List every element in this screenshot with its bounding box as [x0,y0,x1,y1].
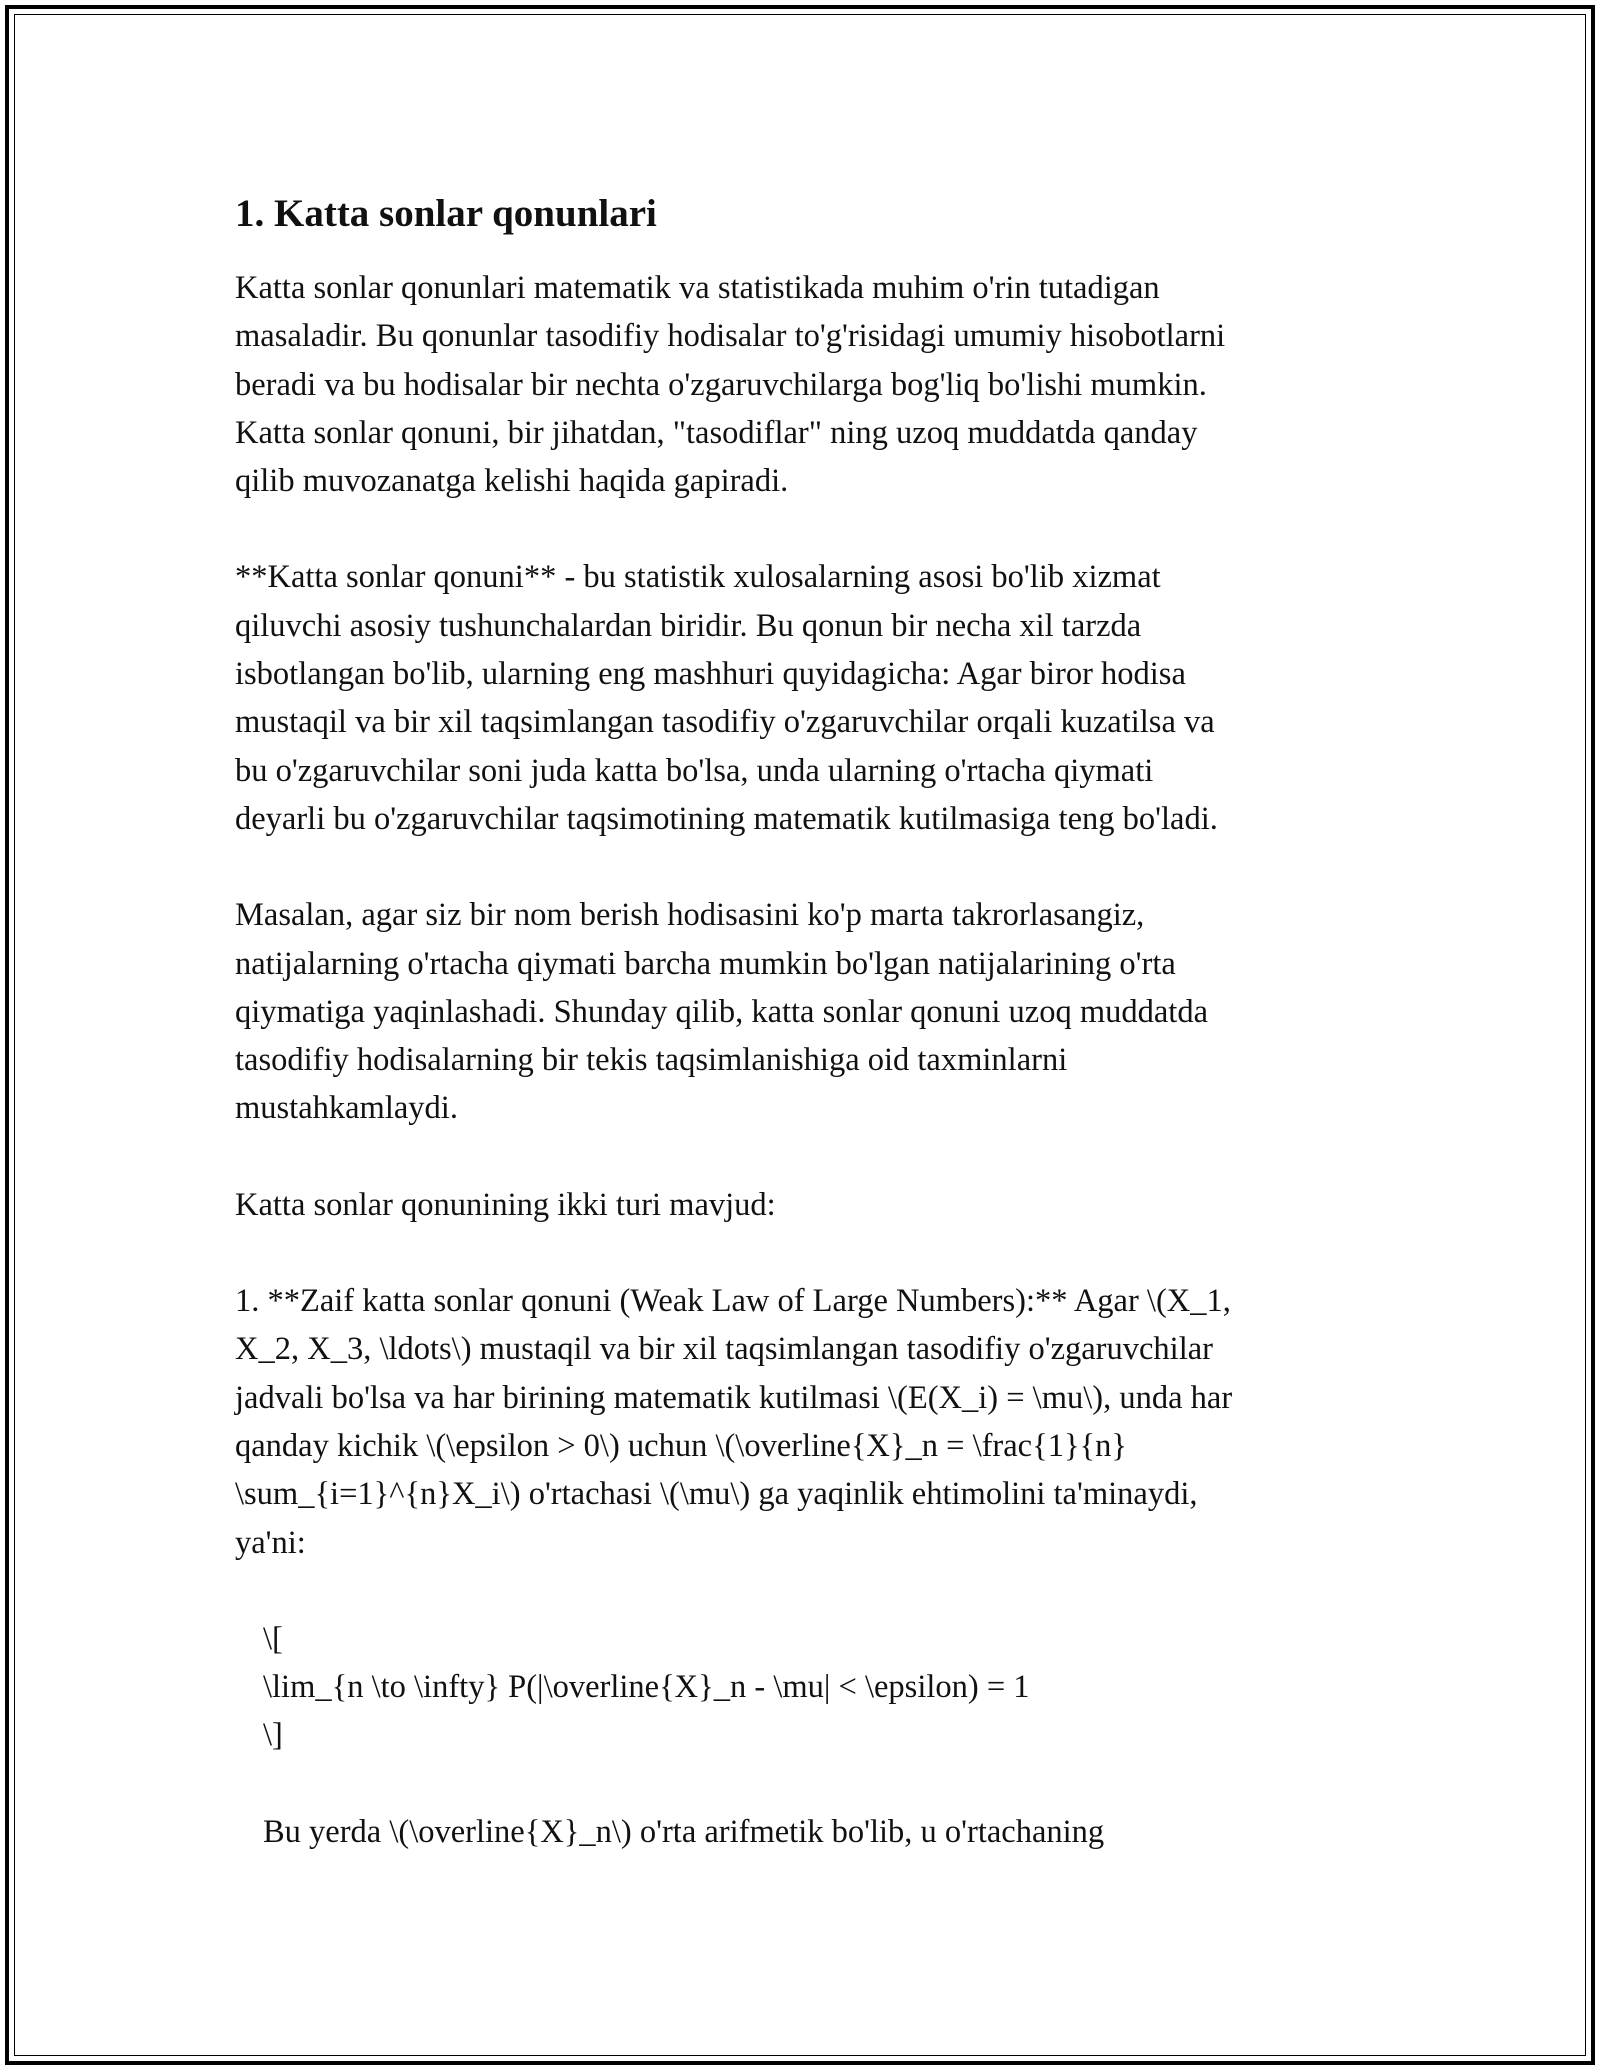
paragraph-types-intro: Katta sonlar qonunining ikki turi mavjud: [235,1186,776,1223]
paragraph-intro: Katta sonlar qonunlari matematik va statistikada muhim o'rin tutadigan masaladir. Bu qonunlar tasodifiy hodisalar to'g'risidagi umumiy hisobotlarni beradi va bu hodisalar bir nechta o'zgaruvchilarga bog'liq bo'lishi mumkin. Katta sonlar qonuni, bir jihatdan, "tasodiflar" ning uzoq muddatda qanday qilib muvozanatga kelishi haqida gapiradi. [235,270,1226,500]
paragraph-example: Masalan, agar siz bir nom berish hodisasini ko'p marta takrorlasangiz, natijalarning o'rtacha qiymati barcha mumkin bo'lgan natijalarining o'rta qiymatiga yaqinlashadi. Shunday qilib, katta sonlar qonuni uzoq muddatda tasodifiy hodisalarning bir tekis taqsimlanishiga oid taxminlarni mustahkamlaydi. [235,897,1209,1127]
paragraph-weak-law: 1. **Zaif katta sonlar qonuni (Weak Law of Large Numbers):** Agar \(X_1, X_2, X_3, \ldots\) mustaqil va bir xil taqsimlangan tasodifiy o'zgaruvchilar jadvali bo'lsa va har birining matematik kutilmasi \(E(X_i) = \mu\), unda har qanday kichik \(\epsilon > 0\) uchun \(\overline{X}_n = \frac{1}{n} \sum_{i=1}^{n}X_i\) o'rtachasi \(\mu\) ga yaqinlik ehtimolini ta'minaydi, ya'ni: [235,1283,1233,1561]
paragraph-definition: **Katta sonlar qonuni** - bu statistik xulosalarning asosi bo'lib xizmat qiluvchi asosiy tushunchalardan biridir. Bu qonun bir necha xil tarzda isbotlangan bo'lib, ularning eng mashhuri quyidagicha: Agar biror hodisa mustaqil va bir xil taqsimlangan tasodifiy o'zgaruvchilar orqali kuzatilsa va bu o'zgaruvchilar soni juda katta bo'lsa, unda ularning o'rtacha qiymati deyarli bu o'zgaruvchilar taqsimotining matematik kutilmasiga teng bo'ladi. [235,559,1218,837]
paragraph-explanation: Bu yerda \(\overline{X}_n\) o'rta arifmetik bo'lib, u o'rtachaning [263,1813,1105,1850]
section-heading: 1. Katta sonlar qonunlari [235,192,657,235]
document-body [235,190,1375,1856]
formula-block: \[ \lim_{n \to \infty} P(|\overline{X}_n - \mu| < \epsilon) = 1 \] [263,1620,1030,1754]
